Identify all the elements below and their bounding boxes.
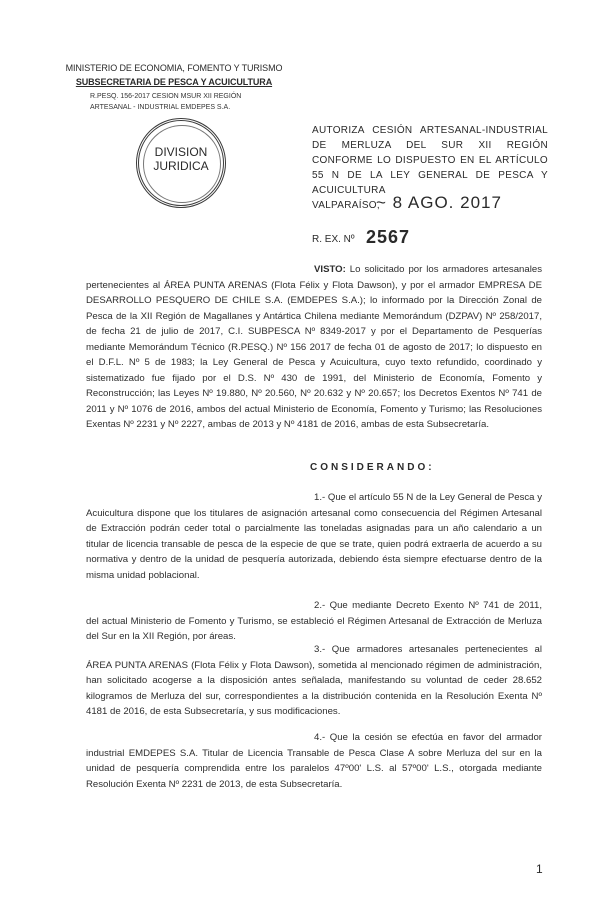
division-juridica-stamp	[136, 118, 226, 208]
subsecretaria-name: SUBSECRETARIA DE PESCA Y ACUICULTURA	[75, 77, 273, 87]
resolution-number: 2567	[366, 227, 411, 247]
considerando-paragraph-3: 3.- Que armadores artesanales pertenecientes al ÁREA PUNTA ARENAS (Flota Félix y Flota Dawson), sometida al mencionado régimen de administración, han solicitado acogerse a la disposición antes señalada, manifestando su voluntad de ceder 28.652 kilogramos de Merluza del sur, correspondientes a la distribución contenida en la Resolución Exenta Nº 4181 de 2016, de esta Subsecretaría, y sus modificaciones.	[86, 644, 542, 717]
resolution-label: R. EX. Nº	[312, 234, 355, 245]
considerando-paragraph-2: 2.- Que mediante Decreto Exento Nº 741 de 2011, del actual Ministerio de Fomento y Turismo, se estableció el Régimen Artesanal de Extracción de Merluza del Sur en la XII Región, por áreas.	[86, 600, 542, 642]
document-title: AUTORIZA CESIÓN ARTESANAL-INDUSTRIAL DE MERLUZA DEL SUR XII REGIÓN CONFORME LO DISPUESTO EN EL ARTÍCULO 55 N DE LA LEY GENERAL DE PESCA Y ACUICULTURA	[312, 125, 548, 196]
considerando-heading: CONSIDERANDO:	[310, 462, 435, 473]
reference-line-1: R.PESQ. 156-2017 CESION MSUR XII REGIÓN	[90, 93, 242, 100]
stamp-line-1: DIVISION	[154, 145, 208, 159]
stamp-line-2: JURIDICA	[153, 159, 209, 173]
reference-line-2: ARTESANAL - INDUSTRIAL EMDEPES S.A.	[90, 104, 231, 111]
document-date: ~ 8 AGO. 2017	[376, 193, 502, 212]
visto-text: Lo solicitado por los armadores artesanales pertenecientes al ÁREA PUNTA ARENAS (Flota Félix y Flota Dawson), y por el armador EMPRESA DE DESARROLLO PESQUERO DE CHILE S.A. (EMDEPES S.A.); lo informado por la Dirección Zonal de Pesca de la XII Región de Magallanes y Antártica Chilena mediante Memorándum (DZPAV) Nº 258/2017, de fecha 21 de julio de 2017, C.I. SUBPESCA Nº 8349-2017 y por el Departamento de Pesquerías mediante Memorándum Técnico (R.PESQ.) Nº 156 2017 de fecha 01 de agosto de 2017; lo dispuesto en el D.F.L. Nº 5 de 1983; la Ley General de Pesca y Acuicultura, cuyo texto refundido, coordinado y sistematizado fue fijado por el D.S. Nº 430 de 1991, del Ministerio de Economía, Fomento y Reconstrucción; las Leyes Nº 19.880, Nº 20.560, Nº 20.632 y Nº 20.657; los Decretos Exentos Nº 741 de 2011 y Nº 1076 de 2016, ambos del actual Ministerio de Economía, Fomento y Turismo; las Resoluciones Exentas Nº 2231 y Nº 2227, ambas de 2013 y Nº 4181 de 2016, ambas de esta Subsecretaría.	[86, 264, 542, 430]
visto-label: VISTO:	[314, 264, 346, 275]
city-label: VALPARAÍSO,	[312, 200, 380, 211]
stamp-text	[139, 145, 223, 173]
page-number: 1	[536, 862, 543, 876]
considerando-paragraph-1: 1.- Que el artículo 55 N de la Ley General de Pesca y Acuicultura dispone que los titulares de asignación artesanal como consecuencia del Régimen Artesanal de Extracción podrán ceder total o parcialmente las toneladas asignadas para un año calendario a un titular de licencia transable de pesca de la especie de que se trate, quien podrá extraerla de acuerdo a su normativa y dentro de la unidad de pesquería autorizada, debiendo ésta siempre efectuarse dentro de la misma unidad poblacional.	[86, 492, 542, 581]
visto-paragraph	[86, 262, 542, 433]
ministry-name: MINISTERIO DE ECONOMIA, FOMENTO Y TURISMO	[65, 63, 283, 73]
considerando-paragraph-4: 4.- Que la cesión se efectúa en favor del armador industrial EMDEPES S.A. Titular de Licencia Transable de Pesca Clase A sobre Merluza del sur en la unidad de pesquería comprendida entre los paralelos 47º00' L.S. al 57º00' L.S., otorgada mediante Resolución Exenta Nº 2231 de 2013, de esta Subsecretaría.	[86, 732, 542, 790]
